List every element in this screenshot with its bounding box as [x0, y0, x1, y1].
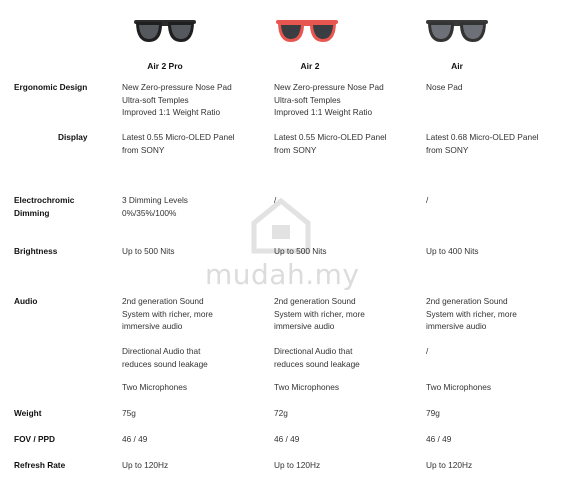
- brightness-air-2-pro: Up to 500 Nits: [122, 246, 175, 256]
- row-label-audio: Audio: [14, 296, 38, 306]
- dimming-air-2-pro: 3 Dimming Levels 0%/35%/100%: [122, 195, 188, 218]
- column-title-air-2: Air 2: [300, 61, 320, 71]
- weight-air-2-pro: 75g: [122, 408, 136, 418]
- weight-air: 79g: [426, 408, 440, 418]
- row-label-brightness: Brightness: [14, 246, 58, 256]
- audio-air: 2nd generation Sound System with richer, more immersive audio: [426, 296, 517, 331]
- ergonomic-air: Nose Pad: [426, 82, 463, 92]
- directional-audio-air-2: Directional Audio that reduces sound leakage: [274, 346, 360, 369]
- display-air-2-pro: Latest 0.55 Micro-OLED Panel from SONY: [122, 132, 235, 155]
- ergonomic-air-2: New Zero-pressure Nose Pad Ultra-soft Temples Improved 1:1 Weight Ratio: [274, 82, 384, 117]
- brightness-air: Up to 400 Nits: [426, 246, 479, 256]
- product-image-air-2-pro: [132, 14, 198, 48]
- row-label-fov-ppd: FOV / PPD: [14, 434, 56, 444]
- directional-audio-air: /: [426, 346, 429, 356]
- dimming-air-2: /: [274, 195, 277, 205]
- microphones-air-2: Two Microphones: [274, 382, 340, 392]
- glasses-icon: [274, 14, 340, 48]
- row-label-display: Display: [58, 132, 88, 142]
- fov-air-2: 46 / 49: [274, 434, 300, 444]
- directional-audio-air-2-pro: Directional Audio that reduces sound leakage: [122, 346, 208, 369]
- audio-air-2-pro: 2nd generation Sound System with richer, more immersive audio: [122, 296, 213, 331]
- refresh-air: Up to 120Hz: [426, 460, 473, 470]
- row-label-refresh-rate: Refresh Rate: [14, 460, 66, 470]
- display-air: Latest 0.68 Micro-OLED Panel from SONY: [426, 132, 539, 155]
- display-air-2: Latest 0.55 Micro-OLED Panel from SONY: [274, 132, 387, 155]
- glasses-icon: [132, 14, 198, 48]
- ergonomic-air-2-pro: New Zero-pressure Nose Pad Ultra-soft Temples Improved 1:1 Weight Ratio: [122, 82, 232, 117]
- brightness-air-2: Up to 500 Nits: [274, 246, 327, 256]
- column-title-air: Air: [451, 61, 463, 71]
- microphones-air: Two Microphones: [426, 382, 492, 392]
- row-label-ergonomic-design: Ergonomic Design: [14, 82, 88, 92]
- audio-air-2: 2nd generation Sound System with richer, more immersive audio: [274, 296, 365, 331]
- refresh-air-2: Up to 120Hz: [274, 460, 321, 470]
- glasses-icon: [424, 14, 490, 48]
- microphones-air-2-pro: Two Microphones: [122, 382, 188, 392]
- dimming-air: /: [426, 195, 429, 205]
- fov-air-2-pro: 46 / 49: [122, 434, 148, 444]
- product-image-air: [424, 14, 490, 48]
- row-label-weight: Weight: [14, 408, 42, 418]
- watermark-text: mudah.my: [205, 258, 360, 291]
- product-image-air-2: [274, 14, 340, 48]
- row-label-electrochromic-dimming: Electrochromic Dimming: [14, 195, 75, 218]
- weight-air-2: 72g: [274, 408, 288, 418]
- column-title-air-2-pro: Air 2 Pro: [147, 61, 183, 71]
- fov-air: 46 / 49: [426, 434, 452, 444]
- refresh-air-2-pro: Up to 120Hz: [122, 460, 169, 470]
